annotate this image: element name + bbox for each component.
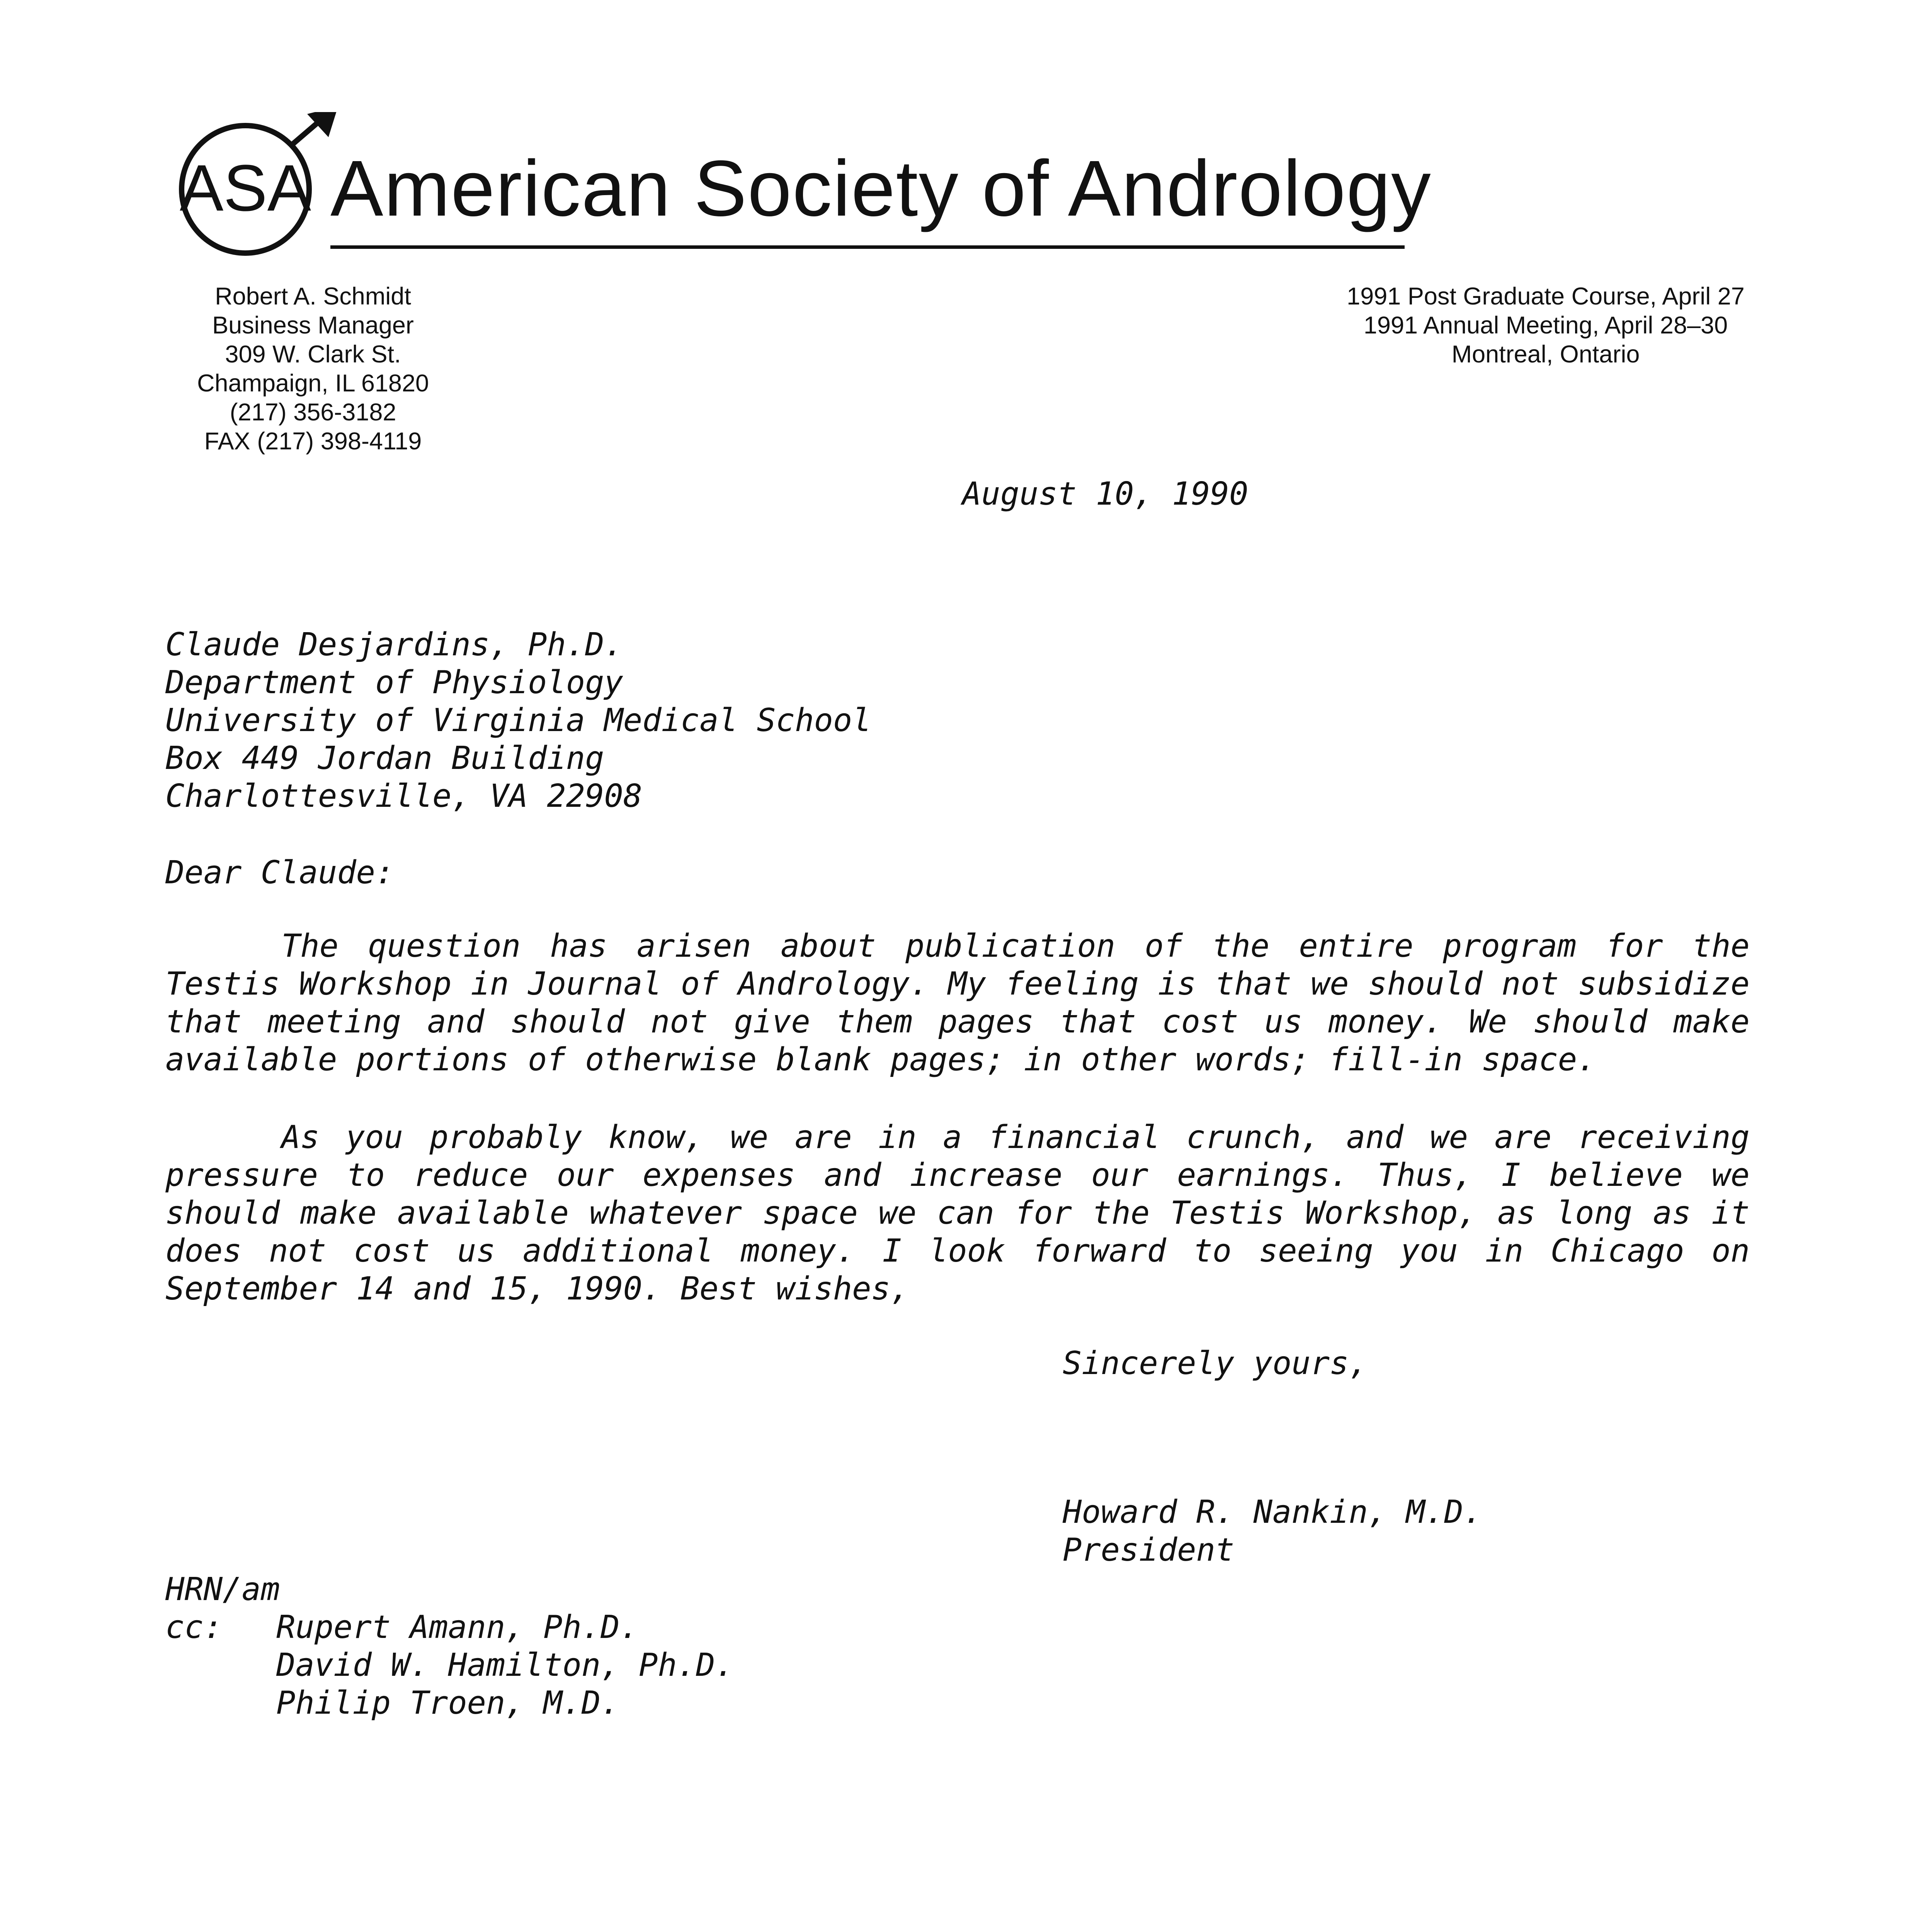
address-line: Champaign, IL 61820 [197, 370, 429, 397]
meeting-info [1294, 282, 1797, 369]
header-divider [330, 245, 1405, 249]
recipient-line: Charlottesville, VA 22908 [165, 778, 643, 815]
letterhead [176, 112, 1432, 267]
body-paragraph-2: As you probably know, we are in a financial crunch, and we are receiving pressure to reduce our expenses and increase our earnings. Thus, I believe we should make available whatever space we can for the Testis Workshop, as long as it does not cost us additional money. I look forward to seeing you in Chicago on September 14 and 15, 1990. Best wishes, [165, 1119, 1750, 1307]
recipient-line: Department of Physiology [165, 664, 623, 701]
logo-text: ASA [179, 151, 311, 225]
business-address [139, 282, 487, 456]
cc-list [276, 1609, 734, 1722]
signer-name: Howard R. Nankin, M.D. [1063, 1494, 1483, 1531]
address-line: Robert A. Schmidt [215, 283, 411, 310]
signature-block [1063, 1493, 1482, 1569]
typist-initials: HRN/am [165, 1571, 280, 1608]
asa-logo [176, 112, 342, 259]
recipient-line: University of Virginia Medical School [165, 702, 871, 739]
address-line: Business Manager [212, 312, 414, 339]
recipient-line: Box 449 Jordan Building [165, 740, 604, 777]
cc-recipient: David W. Hamilton, Ph.D. [276, 1647, 734, 1684]
recipient-line: Claude Desjardins, Ph.D. [165, 626, 623, 663]
closing: Sincerely yours, [1063, 1345, 1368, 1382]
meeting-line: Montreal, Ontario [1451, 341, 1640, 368]
address-line: (217) 356-3182 [230, 399, 396, 426]
cc-recipient: Philip Troen, M.D. [276, 1685, 620, 1721]
body-paragraph-1: The question has arisen about publication of the entire program for the Testis Workshop in Journal of Andrology. My feeling is that we should not subsidize that meeting and should not give them pages that cost us money. We should make available portions of otherwise blank pages; in other words; fill-in space. [165, 928, 1750, 1078]
cc-label: cc: [165, 1609, 223, 1646]
cc-recipient: Rupert Amann, Ph.D. [276, 1609, 639, 1646]
recipient-address [165, 626, 871, 815]
letter-date: August 10, 1990 [962, 476, 1249, 512]
meeting-line: 1991 Post Graduate Course, April 27 [1347, 283, 1745, 310]
meeting-line: 1991 Annual Meeting, April 28–30 [1363, 312, 1728, 339]
address-line: FAX (217) 398-4119 [204, 428, 422, 455]
address-line: 309 W. Clark St. [225, 341, 401, 368]
salutation: Dear Claude: [165, 854, 395, 891]
society-name: American Society of Andrology [330, 144, 1432, 233]
signer-title: President [1063, 1532, 1235, 1568]
